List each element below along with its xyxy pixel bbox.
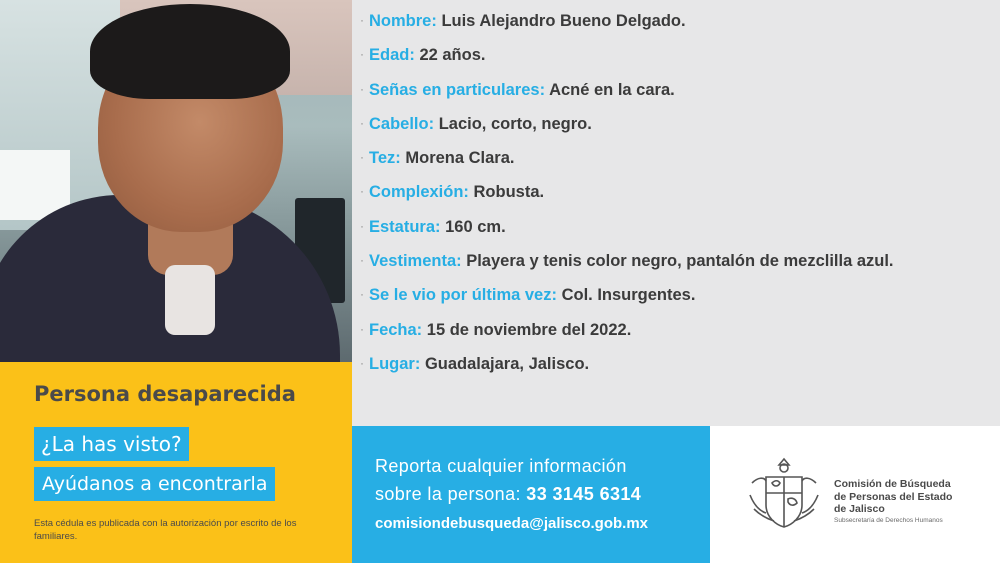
bullet-icon: ·	[360, 150, 364, 165]
bullet-icon: ·	[360, 218, 364, 233]
contact-line-2	[375, 484, 641, 505]
org-line-3: de Jalisco	[834, 503, 885, 515]
bullet-icon: ·	[360, 184, 364, 199]
organization-subtitle: Subsecretaría de Derechos Humanos	[834, 517, 943, 524]
detail-label: Lugar:	[369, 354, 421, 373]
contact-panel	[352, 426, 710, 563]
bullet-icon: ·	[360, 115, 364, 130]
detail-value: Guadalajara, Jalisco.	[424, 354, 590, 373]
detail-item	[360, 42, 894, 76]
contact-phone[interactable]: 33 3145 6314	[526, 484, 642, 504]
org-line-2: de Personas del Estado	[834, 490, 953, 503]
person-details	[352, 0, 1000, 426]
detail-value: Robusta.	[473, 183, 545, 202]
detail-label: Complexión:	[369, 183, 469, 202]
photo-hair	[90, 4, 290, 99]
detail-label: Se le vio por última vez:	[369, 286, 557, 305]
contact-prefix: sobre la persona:	[375, 484, 527, 504]
detail-label: Estatura:	[369, 217, 441, 236]
authorization-note: Esta cédula es publicada con la autorización por escrito de los familiares.	[34, 518, 297, 542]
detail-item	[360, 214, 894, 248]
bullet-icon: ·	[360, 253, 364, 268]
organization-name	[834, 478, 952, 516]
missing-person-photo	[0, 0, 352, 362]
detail-label: Señas en particulares:	[369, 80, 546, 99]
bullet-icon: ·	[360, 81, 364, 96]
bullet-icon: ·	[360, 355, 364, 370]
detail-label: Fecha:	[369, 320, 423, 339]
bullet-icon: ·	[360, 13, 364, 27]
missing-person-panel	[0, 362, 352, 563]
detail-item	[360, 8, 894, 42]
detail-label: Edad:	[369, 46, 415, 65]
detail-value: 15 de noviembre del 2022.	[426, 320, 632, 339]
detail-value: 160 cm.	[445, 217, 506, 236]
detail-label: Tez:	[369, 149, 401, 168]
detail-item	[360, 179, 894, 213]
detail-value: Luis Alejandro Bueno Delgado.	[441, 12, 686, 30]
detail-value: 22 años.	[419, 46, 486, 65]
detail-item	[360, 351, 894, 385]
detail-item	[360, 317, 894, 351]
photo-shirt	[165, 265, 215, 335]
contact-email[interactable]: comisiondebusqueda@jalisco.gob.mx	[375, 515, 649, 532]
detail-value: Morena Clara.	[405, 149, 515, 168]
bullet-icon: ·	[360, 321, 364, 336]
bullet-icon: ·	[360, 287, 364, 302]
detail-item	[360, 77, 894, 111]
help-box: Ayúdanos a encontrarla	[34, 467, 275, 501]
contact-line-1: Reporta cualquier información	[375, 456, 627, 476]
detail-value: Playera y tenis color negro, pantalón de mezclilla azul.	[466, 252, 894, 271]
detail-item	[360, 282, 894, 316]
bullet-icon: ·	[360, 47, 364, 62]
jalisco-coat-of-arms-icon	[744, 453, 824, 533]
detail-label: Nombre:	[369, 12, 437, 30]
detail-value: Acné en la cara.	[549, 80, 675, 99]
detail-value: Col. Insurgentes.	[561, 286, 696, 305]
panel-title: Persona desaparecida	[34, 382, 296, 406]
detail-item	[360, 111, 894, 145]
details-list	[360, 8, 894, 385]
question-box: ¿La has visto?	[34, 427, 189, 461]
detail-item	[360, 145, 894, 179]
detail-value: Lacio, corto, negro.	[438, 114, 592, 133]
detail-label: Cabello:	[369, 114, 435, 133]
org-line-1: Comisión de Búsqueda	[834, 478, 951, 490]
organization-logo-panel	[710, 426, 1000, 563]
detail-label: Vestimenta:	[369, 252, 462, 271]
detail-item	[360, 248, 894, 282]
